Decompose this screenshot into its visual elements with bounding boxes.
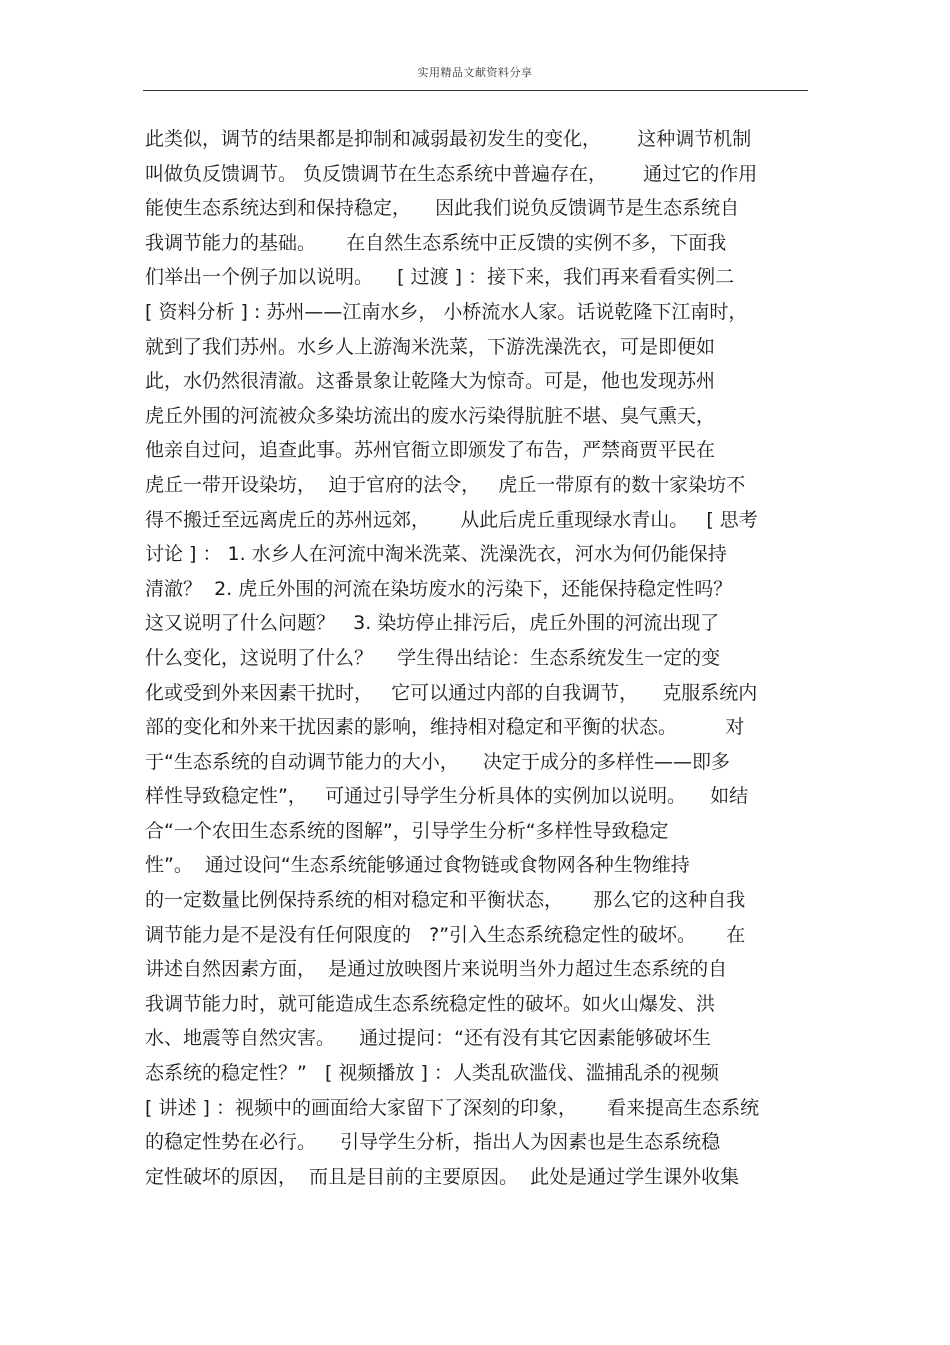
body-line: 性”。 通过设问“生态系统能够通过食物链或食物网各种生物维持 (145, 854, 690, 877)
body-line: 的稳定性势在必行。 引导学生分析，指出人为因素也是生态系统稳 (145, 1131, 721, 1154)
body-line: [ 讲述 ] ：视频中的画面给大家留下了深刻的印象， 看来提高生态系统 (145, 1096, 760, 1119)
body-line: 样性导致稳定性”， 可通过引导学生分析具体的实例加以说明。 如结 (145, 785, 749, 808)
body-line: 定性破坏的原因， 而且是目前的主要原因。 此处是通过学生课外收集 (145, 1165, 740, 1188)
body-line: 得不搬迁至远离虎丘的苏州远郊， 从此后虎丘重现绿水青山。 [ 思考 (145, 508, 758, 531)
body-line: 此类似，调节的结果都是抑制和减弱最初发生的变化， 这种调节机制 (145, 128, 752, 150)
body-line: [ 资料分析 ] : 苏州——江南水乡， 小桥流水人家。话说乾隆下江南时， (145, 300, 748, 323)
body-line: 化或受到外来因素干扰时， 它可以通过内部的自我调节， 克服系统内 (145, 681, 758, 704)
document-body (145, 122, 825, 1194)
body-line: 能使生态系统达到和保持稳定， 因此我们说负反馈调节是生态系统自 (145, 197, 740, 220)
body-line: 们举出一个例子加以说明。 [ 过渡 ] ：接下来，我们再来看看实例二 (145, 266, 735, 289)
body-line: 的一定数量比例保持系统的相对稳定和平衡状态， 那么它的这种自我 (145, 889, 746, 912)
body-line: 讨论 ] ： 1. 水乡人在河流中淘米洗菜、洗澡洗衣，河水为何仍能保持 (145, 543, 727, 566)
body-line: 合“一个农田生态系统的图解”，引导学生分析“多样性导致稳定 (145, 819, 669, 842)
body-line: 于“生态系统的自动调节能力的大小， 决定于成分的多样性——即多 (145, 750, 731, 773)
body-line: 调节能力是不是没有任何限度的 ?”引入生态系统稳定性的破坏。 在 (145, 923, 746, 946)
body-line: 态系统的稳定性？” [ 视频播放 ] ：人类乱砍滥伐、滥捕乱杀的视频 (145, 1062, 719, 1085)
header-divider (143, 90, 808, 91)
body-line: 就到了我们苏州。水乡人上游淘米洗菜，下游洗澡洗衣，可是即便如 (145, 335, 716, 358)
body-line: 部的变化和外来干扰因素的影响，维持相对稳定和平衡的状态。 对 (145, 716, 745, 739)
body-line: 这又说明了什么问题？ 3. 染坊停止排污后，虎丘外围的河流出现了 (145, 612, 720, 635)
body-line: 水、地震等自然灾害。 通过提问：“还有没有其它因素能够破坏生 (145, 1027, 712, 1050)
body-line: 我调节能力时，就可能造成生态系统稳定性的破坏。如火山爆发、洪 (145, 992, 716, 1015)
body-line: 他亲自过问，追查此事。苏州官衙立即颁发了布告，严禁商贾平民在 (145, 439, 716, 462)
body-line: 讲述自然因素方面， 是通过放映图片来说明当外力超过生态系统的自 (145, 958, 728, 981)
body-line: 叫做负反馈调节。 负反馈调节在生态系统中普遍存在， 通过它的作用 (145, 162, 758, 185)
page-header: 实用精品文献资料分享 (417, 66, 533, 79)
body-line: 虎丘一带开设染坊， 迫于官府的法令， 虎丘一带原有的数十家染坊不 (145, 473, 746, 496)
body-line: 我调节能力的基础。 在自然生态系统中正反馈的实例不多，下面我 (145, 231, 727, 254)
body-line: 什么变化，这说明了什么？ 学生得出结论：生态系统发生一定的变 (145, 646, 721, 669)
body-line: 虎丘外围的河流被众多染坊流出的废水污染得肮脏不堪、臭气熏天， (145, 404, 716, 427)
body-line: 清澈？ 2. 虎丘外围的河流在染坊废水的污染下，还能保持稳定性吗？ (145, 577, 733, 600)
body-line: 此，水仍然很清澈。这番景象让乾隆大为惊奇。可是，他也发现苏州 (145, 370, 716, 393)
